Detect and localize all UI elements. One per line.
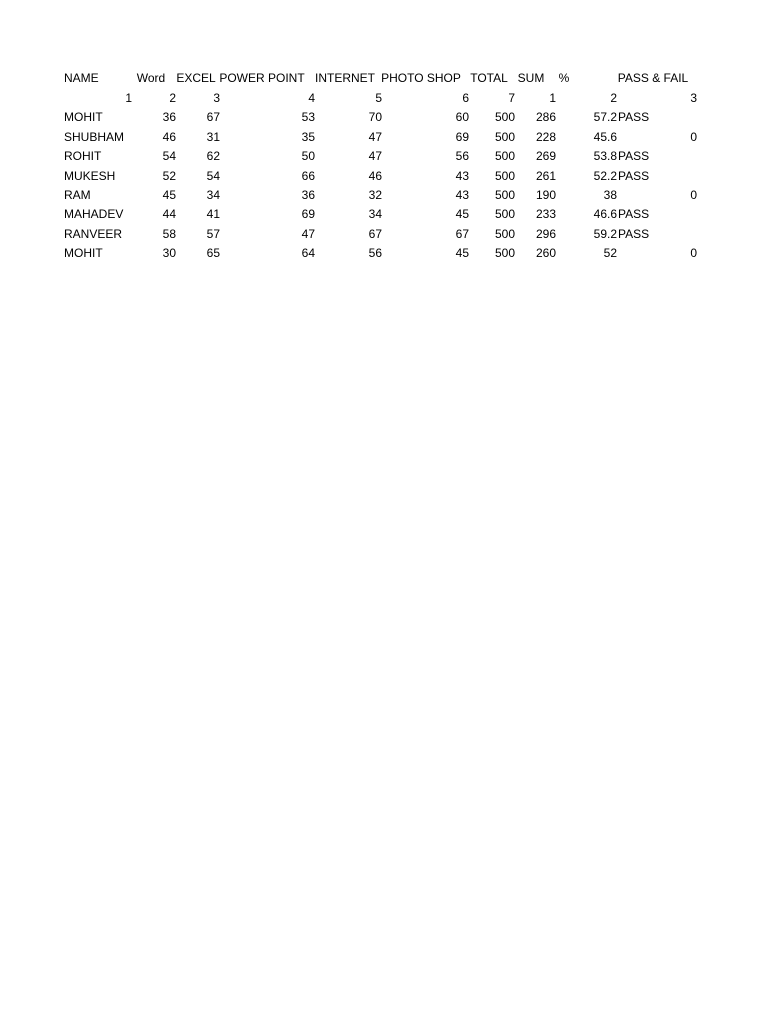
total-value: 500	[494, 169, 515, 183]
header-photo-shop: PHOTO SHOP	[381, 71, 461, 85]
internet-score: 32	[368, 188, 382, 202]
total-value: 500	[494, 227, 515, 241]
sum-value: 228	[535, 130, 556, 144]
excel-score: 31	[206, 130, 220, 144]
result-value: PASS	[618, 169, 650, 183]
excel-score: 57	[206, 227, 220, 241]
student-name: RANVEER	[64, 227, 123, 241]
word-score: 52	[162, 169, 176, 183]
result-value: PASS	[618, 227, 650, 241]
header-row	[0, 69, 768, 88]
index-cell: 3	[213, 91, 220, 105]
power-point-score: 64	[301, 246, 315, 260]
sum-value: 296	[535, 227, 556, 241]
header-word: Word	[136, 71, 166, 85]
excel-score: 62	[206, 149, 220, 163]
flag-value	[665, 167, 697, 186]
word-score: 54	[162, 149, 176, 163]
table-row	[0, 167, 768, 186]
power-point-score: 47	[301, 227, 315, 241]
index-cell: 1	[125, 91, 132, 105]
word-score: 45	[162, 188, 176, 202]
internet-score: 67	[368, 227, 382, 241]
header-excel: EXCEL	[176, 71, 216, 85]
excel-score: 54	[206, 169, 220, 183]
power-point-score: 50	[301, 149, 315, 163]
photo-shop-score: 56	[455, 149, 469, 163]
flag-value: 0	[690, 246, 697, 260]
sum-value: 190	[535, 188, 556, 202]
flag-value: 0	[690, 130, 697, 144]
total-value: 500	[494, 188, 515, 202]
word-score: 30	[162, 246, 176, 260]
total-value: 500	[494, 246, 515, 260]
sum-value: 269	[535, 149, 556, 163]
word-score: 58	[162, 227, 176, 241]
excel-score: 65	[206, 246, 220, 260]
word-score: 44	[162, 207, 176, 221]
percent-value: 38	[603, 188, 617, 202]
index-cell: 1	[549, 91, 556, 105]
power-point-score: 69	[301, 207, 315, 221]
total-value: 500	[494, 110, 515, 124]
photo-shop-score: 69	[455, 130, 469, 144]
table-row	[0, 128, 768, 147]
photo-shop-score: 43	[455, 169, 469, 183]
percent-value: 52.2	[593, 169, 617, 183]
percent-value: 46.6	[593, 207, 617, 221]
power-point-score: 35	[301, 130, 315, 144]
photo-shop-score: 43	[455, 188, 469, 202]
index-cell: 4	[308, 91, 315, 105]
header-sum: SUM	[517, 71, 545, 85]
flag-value	[665, 205, 697, 224]
table-row	[0, 108, 768, 127]
index-cell: 3	[690, 91, 697, 105]
result-value: PASS	[618, 207, 650, 221]
result-value: PASS	[618, 149, 650, 163]
total-value: 500	[494, 207, 515, 221]
flag-value: 0	[690, 188, 697, 202]
index-cell: 2	[610, 91, 617, 105]
percent-value: 53.8	[593, 149, 617, 163]
student-name: MAHADEV	[64, 207, 124, 221]
result-value: PASS	[618, 110, 650, 124]
flag-value	[665, 225, 697, 244]
table-row	[0, 186, 768, 205]
total-value: 500	[494, 130, 515, 144]
internet-score: 56	[368, 246, 382, 260]
student-name: MOHIT	[64, 110, 103, 124]
index-cell: 7	[508, 91, 515, 105]
internet-score: 46	[368, 169, 382, 183]
table-row	[0, 225, 768, 244]
internet-score: 47	[368, 149, 382, 163]
sum-value: 233	[535, 207, 556, 221]
sum-value: 286	[535, 110, 556, 124]
flag-value	[665, 147, 697, 166]
excel-score: 67	[206, 110, 220, 124]
power-point-score: 66	[301, 169, 315, 183]
internet-score: 34	[368, 207, 382, 221]
header-percent: %	[558, 71, 570, 85]
percent-value: 52	[603, 246, 617, 260]
index-cell: 5	[375, 91, 382, 105]
student-name: MOHIT	[64, 246, 103, 260]
total-value: 500	[494, 149, 515, 163]
internet-score: 70	[368, 110, 382, 124]
percent-value: 59.2	[593, 227, 617, 241]
photo-shop-score: 45	[455, 207, 469, 221]
percent-value: 57.2	[593, 110, 617, 124]
student-name: SHUBHAM	[64, 130, 125, 144]
header-pass-fail: PASS & FAIL	[617, 71, 689, 85]
power-point-score: 36	[301, 188, 315, 202]
word-score: 36	[162, 110, 176, 124]
index-row	[0, 89, 768, 108]
photo-shop-score: 60	[455, 110, 469, 124]
sum-value: 261	[535, 169, 556, 183]
table-row	[0, 244, 768, 263]
internet-score: 47	[368, 130, 382, 144]
index-cell: 6	[462, 91, 469, 105]
excel-score: 41	[206, 207, 220, 221]
power-point-score: 53	[301, 110, 315, 124]
header-total: TOTAL	[470, 71, 508, 85]
header-power-point: POWER POINT	[219, 71, 305, 85]
table-row	[0, 147, 768, 166]
student-name: RAM	[64, 188, 91, 202]
photo-shop-score: 67	[455, 227, 469, 241]
header-name: NAME	[64, 71, 99, 85]
flag-value	[665, 108, 697, 127]
header-internet: INTERNET	[315, 71, 375, 85]
word-score: 46	[162, 130, 176, 144]
table-row	[0, 205, 768, 224]
photo-shop-score: 45	[455, 246, 469, 260]
index-cell: 2	[169, 91, 176, 105]
student-name: MUKESH	[64, 169, 116, 183]
percent-value: 45.6	[593, 130, 617, 144]
student-name: ROHIT	[64, 149, 102, 163]
excel-score: 34	[206, 188, 220, 202]
sum-value: 260	[535, 246, 556, 260]
